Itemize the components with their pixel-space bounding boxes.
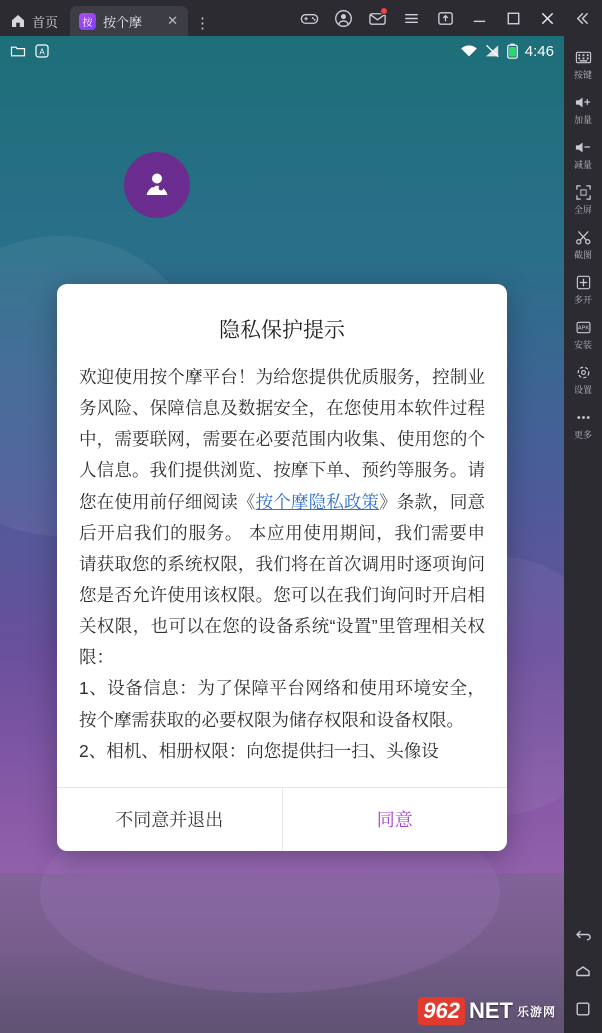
sidebar-label: 更多	[573, 430, 592, 440]
privacy-dialog	[57, 284, 507, 851]
emulator-sidebar	[564, 36, 602, 1033]
sidebar-label: 全屏	[573, 205, 592, 215]
app-tab[interactable]	[70, 6, 188, 36]
sidebar-item-fullscreen[interactable]	[564, 177, 602, 222]
window-controls	[292, 0, 602, 36]
status-time: 4:46	[524, 42, 554, 60]
wifi-icon	[460, 44, 478, 58]
mail-icon[interactable]	[360, 0, 394, 36]
minimize-icon[interactable]	[462, 0, 496, 36]
maximize-icon[interactable]	[496, 0, 530, 36]
watermark-net: NET	[468, 998, 513, 1023]
sidebar-item-settings[interactable]	[564, 357, 602, 402]
dialog-actions	[57, 787, 507, 851]
sidebar-item-more[interactable]	[564, 402, 602, 447]
app-icon	[34, 43, 50, 59]
mail-badge	[380, 7, 388, 15]
watermark-cn: 乐游网	[516, 1004, 556, 1019]
menu-icon[interactable]	[394, 0, 428, 36]
dialog-title: 隐私保护提示	[219, 319, 345, 342]
sidebar-label: 安装	[573, 340, 592, 350]
sidebar-label: 减量	[573, 160, 592, 170]
home-square-icon[interactable]	[574, 963, 592, 986]
tab-close-icon[interactable]: ✕	[167, 13, 179, 28]
home-tab[interactable]	[0, 6, 70, 36]
sidebar-label: 截图	[573, 250, 592, 260]
sidebar-label: 设置	[573, 385, 592, 395]
scissors-icon	[575, 229, 592, 246]
android-screen[interactable]	[0, 36, 564, 1033]
sidebar-nav-buttons	[564, 926, 602, 1033]
volume-down-icon	[574, 139, 592, 156]
apk-install-icon	[575, 319, 592, 336]
account-icon[interactable]	[326, 0, 360, 36]
multi-instance-icon	[575, 274, 592, 291]
watermark	[418, 997, 556, 1025]
sidebar-item-screenshot[interactable]	[564, 222, 602, 267]
folder-icon	[10, 43, 26, 59]
recents-icon[interactable]	[574, 1000, 592, 1023]
sidebar-item-volume-up[interactable]	[564, 87, 602, 132]
home-tab-label: 首页	[32, 14, 59, 30]
window-body	[0, 36, 602, 1033]
battery-icon	[507, 43, 518, 59]
signal-off-icon	[485, 44, 500, 58]
svg-text:APK: APK	[577, 325, 589, 332]
keyboard-icon	[575, 49, 592, 66]
watermark-number: 962	[418, 997, 465, 1025]
back-icon[interactable]	[574, 926, 592, 949]
dialog-body	[57, 362, 507, 787]
home-icon	[10, 13, 26, 29]
window-titlebar	[0, 0, 602, 36]
more-icon	[575, 409, 592, 426]
volume-up-icon	[574, 94, 592, 111]
collapse-sidebar-icon[interactable]	[564, 0, 598, 36]
sidebar-label: 加量	[573, 115, 592, 125]
sidebar-label: 多开	[573, 295, 592, 305]
sidebar-label: 按键	[573, 70, 592, 80]
privacy-policy-link[interactable]: 按个摩隐私政策	[255, 491, 380, 512]
dialog-body-text-1: 欢迎使用按个摩平台！为给您提供优质服务，控制业务风险、保障信息及数据安全，在您使用本软件过程中，需要联网，需要在必要范围内收集、使用您的个人信息。我们提供浏览、按摩下单、预约等服务。请您在使用前仔细阅读《	[79, 367, 485, 512]
android-statusbar	[0, 36, 564, 66]
gamepad-icon[interactable]	[292, 0, 326, 36]
more-vertical-icon[interactable]: ⋮	[195, 15, 212, 32]
fullscreen-icon	[575, 184, 592, 201]
dialog-body-text-4: 2、相机、相册权限：向您提供扫一扫、头像设	[79, 740, 439, 761]
disagree-exit-button[interactable]: 不同意并退出	[115, 810, 224, 831]
settings-icon	[575, 364, 592, 381]
close-icon[interactable]	[530, 0, 564, 36]
agree-button[interactable]: 同意	[376, 810, 413, 831]
dialog-body-text-3: 1、设备信息：为了保障平台网络和使用环境安全，按个摩需获取的必要权限为储存权限和设备权限。	[79, 678, 485, 730]
sidebar-item-install[interactable]	[564, 312, 602, 357]
sidebar-item-volume-down[interactable]	[564, 132, 602, 177]
svg-text:A: A	[39, 47, 45, 57]
screenshot-window-icon[interactable]	[428, 0, 462, 36]
sidebar-item-multi-instance[interactable]	[564, 267, 602, 312]
tab-favicon: 按	[79, 13, 96, 30]
tab-label: 按个摩	[103, 14, 143, 30]
dialog-body-text-2: 》条款，同意后开启我们的服务。 本应用使用期间，我们需要申请获取您的系统权限，我们将在首次调用时逐项询问您是否允许使用该权限。您可以在我们询问时开启相关权限，也可以在您的设备系统“设置”里管理相关权限：	[79, 491, 486, 668]
app-logo-icon	[124, 152, 190, 218]
sidebar-item-keys[interactable]	[564, 42, 602, 87]
